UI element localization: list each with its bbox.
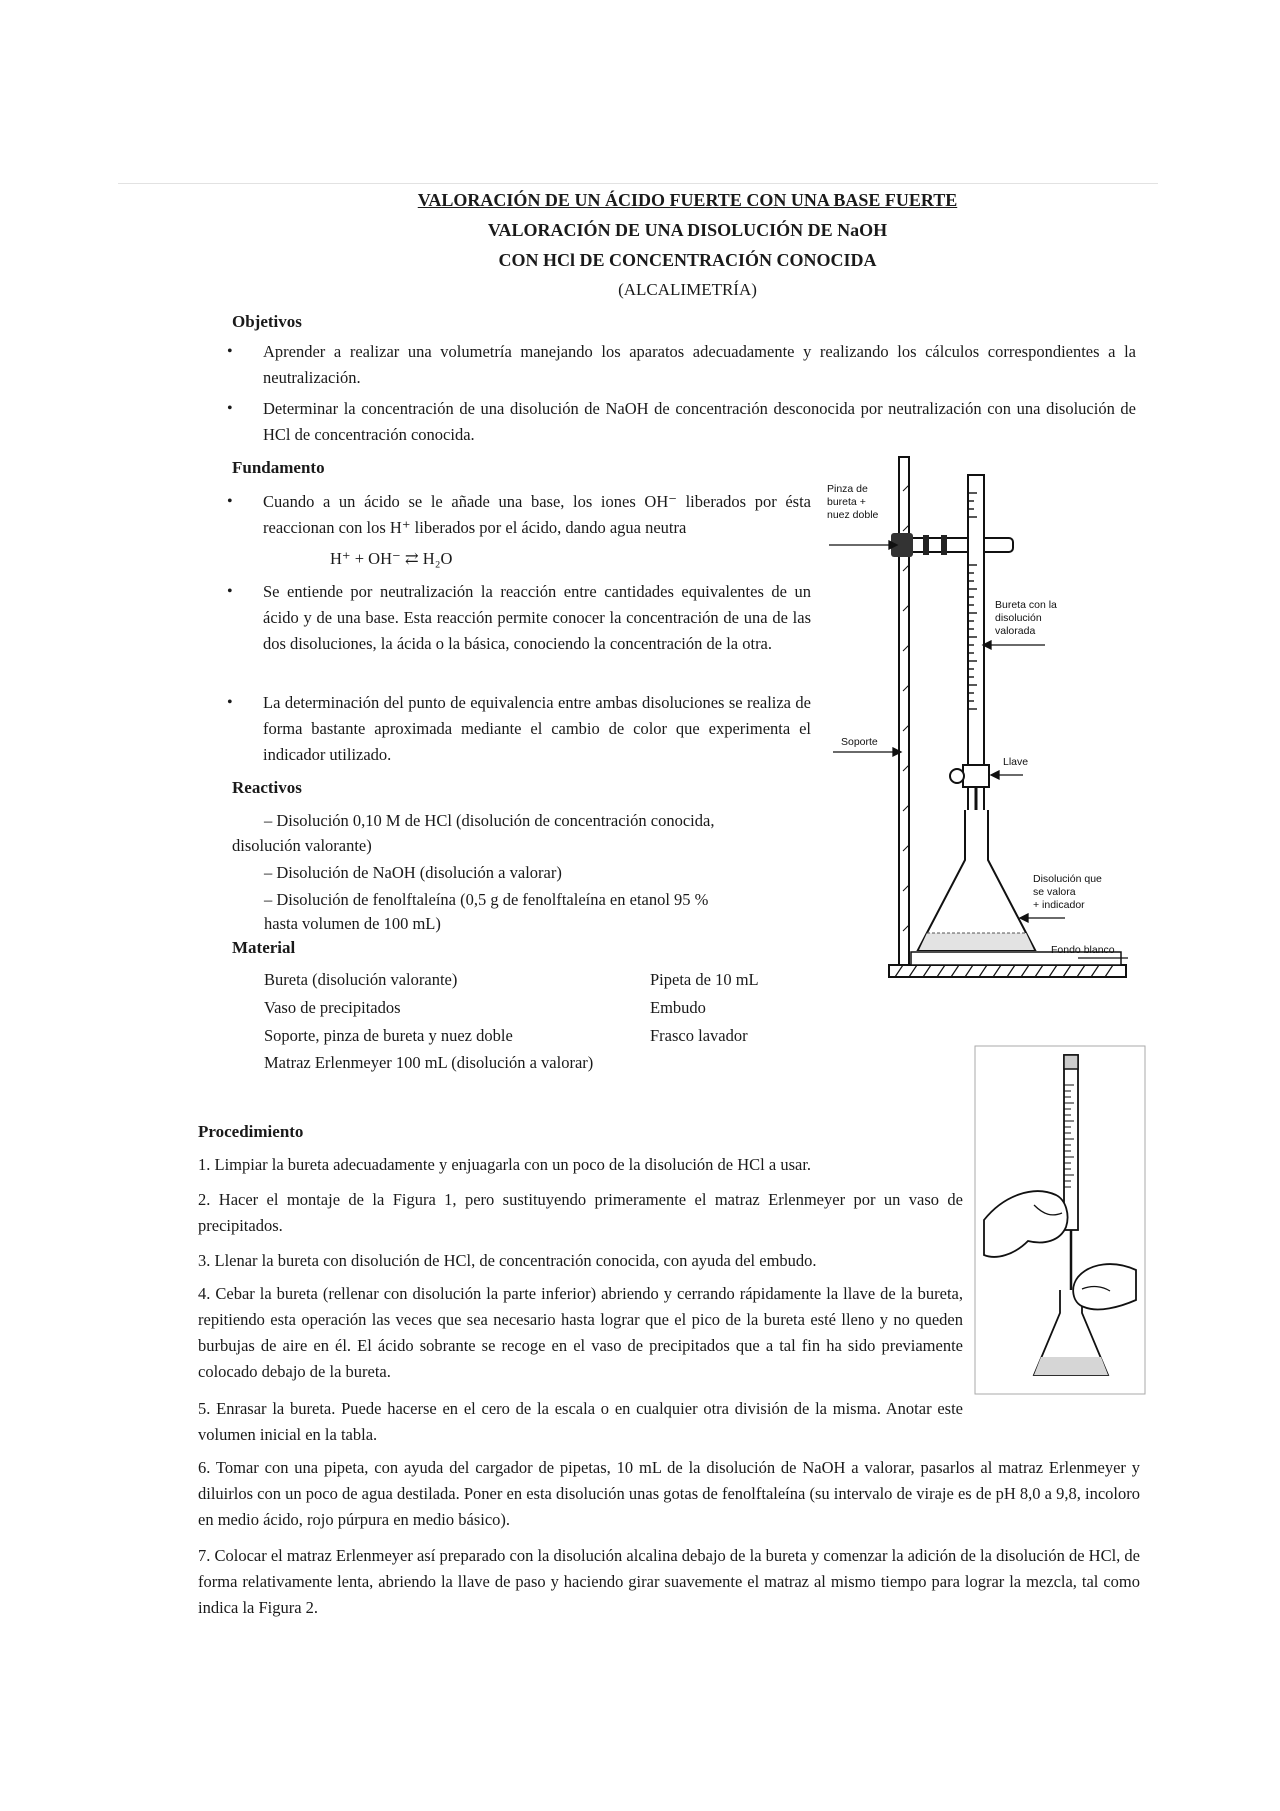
label-fondo: Fondo blanco <box>1051 944 1115 956</box>
neutralization-equation: H⁺ + OH⁻ ⇄ H₂O <box>330 549 453 568</box>
fundamento-text: Se entiende por neutralización la reacción entre cantidades equivalentes de un ácido y de una base. Esta reacción permite conocer la concentración de una de las dos disoluciones, la ácida o la básica, conociendo la concentración de la otra. <box>263 582 811 653</box>
fundamento-text: La determinación del punto de equivalencia entre ambas disoluciones se realiza de forma bastante aproximada mediante el cambio de color que experimenta el indicador utilizado. <box>263 693 811 764</box>
top-rule <box>118 183 1158 184</box>
reactivo-item-cont: hasta volumen de 100 mL) <box>264 914 441 933</box>
stopcock-handle <box>950 769 964 783</box>
flask-solution <box>919 933 1034 950</box>
label-soporte: Soporte <box>841 736 878 748</box>
fundamento-item <box>227 489 811 541</box>
material-item: Bureta (disolución valorante) <box>264 970 458 989</box>
material-item: Matraz Erlenmeyer 100 mL (disolución a valorar) <box>264 1053 594 1072</box>
procedure-step: 2. Hacer el montaje de la Figura 1, pero sustituyendo primeramente el matraz Erlenmeyer por un vaso de precipitados. <box>198 1190 963 1235</box>
objetivos-heading: Objetivos <box>232 312 302 331</box>
clamp-screw <box>923 535 929 555</box>
fundamento-text: Cuando a un ácido se le añade una base, los iones OH⁻ liberados por ésta reaccionan con los H⁺ liberados por el ácido, dando agua neutra <box>263 492 811 537</box>
burette-top <box>1064 1055 1078 1069</box>
title-block <box>0 185 1280 305</box>
objetivo-item <box>227 396 1136 448</box>
stopcock <box>963 765 989 787</box>
fundamento-heading: Fundamento <box>232 458 325 477</box>
material-item: Embudo <box>650 998 706 1017</box>
material-item: Soporte, pinza de bureta y nuez doble <box>264 1026 513 1045</box>
fundamento-item <box>227 579 811 657</box>
procedure-step: 5. Enrasar la bureta. Puede hacerse en el cero de la escala o en cualquier otra división de la misma. Anotar este volumen inicial en la tabla. <box>198 1399 963 1444</box>
reactivo-item-cont: disolución valorante) <box>232 836 372 855</box>
bullet-icon: • <box>227 343 233 360</box>
reactivo-item: – Disolución 0,10 M de HCl (disolución de concentración conocida, <box>264 811 715 830</box>
material-heading: Material <box>232 938 296 957</box>
label-llave: Llave <box>1003 756 1029 768</box>
label-bureta: Bureta con la <box>995 599 1057 611</box>
material-item: Vaso de precipitados <box>264 998 401 1017</box>
bullet-icon: • <box>227 400 233 417</box>
procedure-step: 3. Llenar la bureta con disolución de HCl, de concentración conocida, con ayuda del embudo. <box>198 1251 817 1270</box>
main-title: VALORACIÓN DE UN ÁCIDO FUERTE CON UNA BASE FUERTE <box>417 190 958 210</box>
reactivo-item: – Disolución de fenolftaleína (0,5 g de fenolftaleína en etanol 95 % <box>264 890 709 909</box>
bullet-icon: • <box>227 694 233 711</box>
subtitle-2: CON HCl DE CONCENTRACIÓN CONOCIDA <box>498 250 877 270</box>
reactivo-item: – Disolución de NaOH (disolución a valorar) <box>264 863 562 882</box>
bullet-icon: • <box>227 493 233 510</box>
label-bureta: valorada <box>995 625 1036 637</box>
label-bureta: disolución <box>995 612 1042 624</box>
procedimiento-heading: Procedimiento <box>198 1122 304 1141</box>
burette-tube <box>1064 1055 1078 1230</box>
label-pinza: nuez doble <box>827 509 879 521</box>
procedure-step: 4. Cebar la bureta (rellenar con disolución la parte inferior) abriendo y cerrando rápidamente la llave de la bureta, repitiendo esta operación las veces que sea necesario hasta lograr que el pico de la bureta esté lleno y no queden burbujas de aire en él. El ácido sobrante se recoge en el vaso de precipitados que a tal fin ha sido previamente colocado debajo de la bureta. <box>198 1284 963 1381</box>
objetivo-text: Aprender a realizar una volumetría manejando los aparatos adecuadamente y realizando los cálculos correspondientes a la neutralización. <box>263 342 1136 387</box>
subtitle-3: (ALCALIMETRÍA) <box>618 280 757 299</box>
procedure-step: 6. Tomar con una pipeta, con ayuda del cargador de pipetas, 10 mL de la disolución de NaOH a valorar, pasarlos al matraz Erlenmeyer y diluirlos con un poco de agua destilada. Poner en esta disolución unas gotas de fenolftaleína (su intervalo de viraje es de pH 8,0 a 9,8, incoloro en medio ácido, rojo púrpura en medio básico). <box>198 1458 1140 1529</box>
flask-solution <box>1034 1357 1108 1375</box>
material-item: Pipeta de 10 mL <box>650 970 759 989</box>
objetivo-item <box>227 339 1136 391</box>
objetivo-text: Determinar la concentración de una disolución de NaOH de concentración desconocida por neutralización con una disolución de HCl de concentración conocida. <box>263 399 1136 444</box>
material-item: Frasco lavador <box>650 1026 748 1045</box>
clamp-screw <box>941 535 947 555</box>
figure-titration-setup <box>823 455 1145 991</box>
reactivos-heading: Reactivos <box>232 778 302 797</box>
subtitle-1: VALORACIÓN DE UNA DISOLUCIÓN DE NaOH <box>487 220 888 240</box>
label-disolucion: se valora <box>1033 886 1076 898</box>
bullet-icon: • <box>227 583 233 600</box>
figure-titration-hands <box>974 1045 1146 1395</box>
procedure-step: 1. Limpiar la bureta adecuadamente y enjuagarla con un poco de la disolución de HCl a usar. <box>198 1155 812 1174</box>
procedure-step: 7. Colocar el matraz Erlenmeyer así preparado con la disolución alcalina debajo de la bureta y comenzar la adición de la disolución de HCl, de forma relativamente lenta, abriendo la llave de paso y haciendo girar suavemente el matraz al mismo tiempo para lograr la mezcla, tal como indica la Figura 2. <box>198 1546 1140 1617</box>
label-disolucion: Disolución que <box>1033 873 1102 885</box>
fundamento-item <box>227 690 811 768</box>
label-pinza: bureta + <box>827 496 866 508</box>
label-pinza: Pinza de <box>827 483 868 495</box>
label-disolucion: + indicador <box>1033 899 1085 911</box>
burette-tube <box>968 475 984 813</box>
